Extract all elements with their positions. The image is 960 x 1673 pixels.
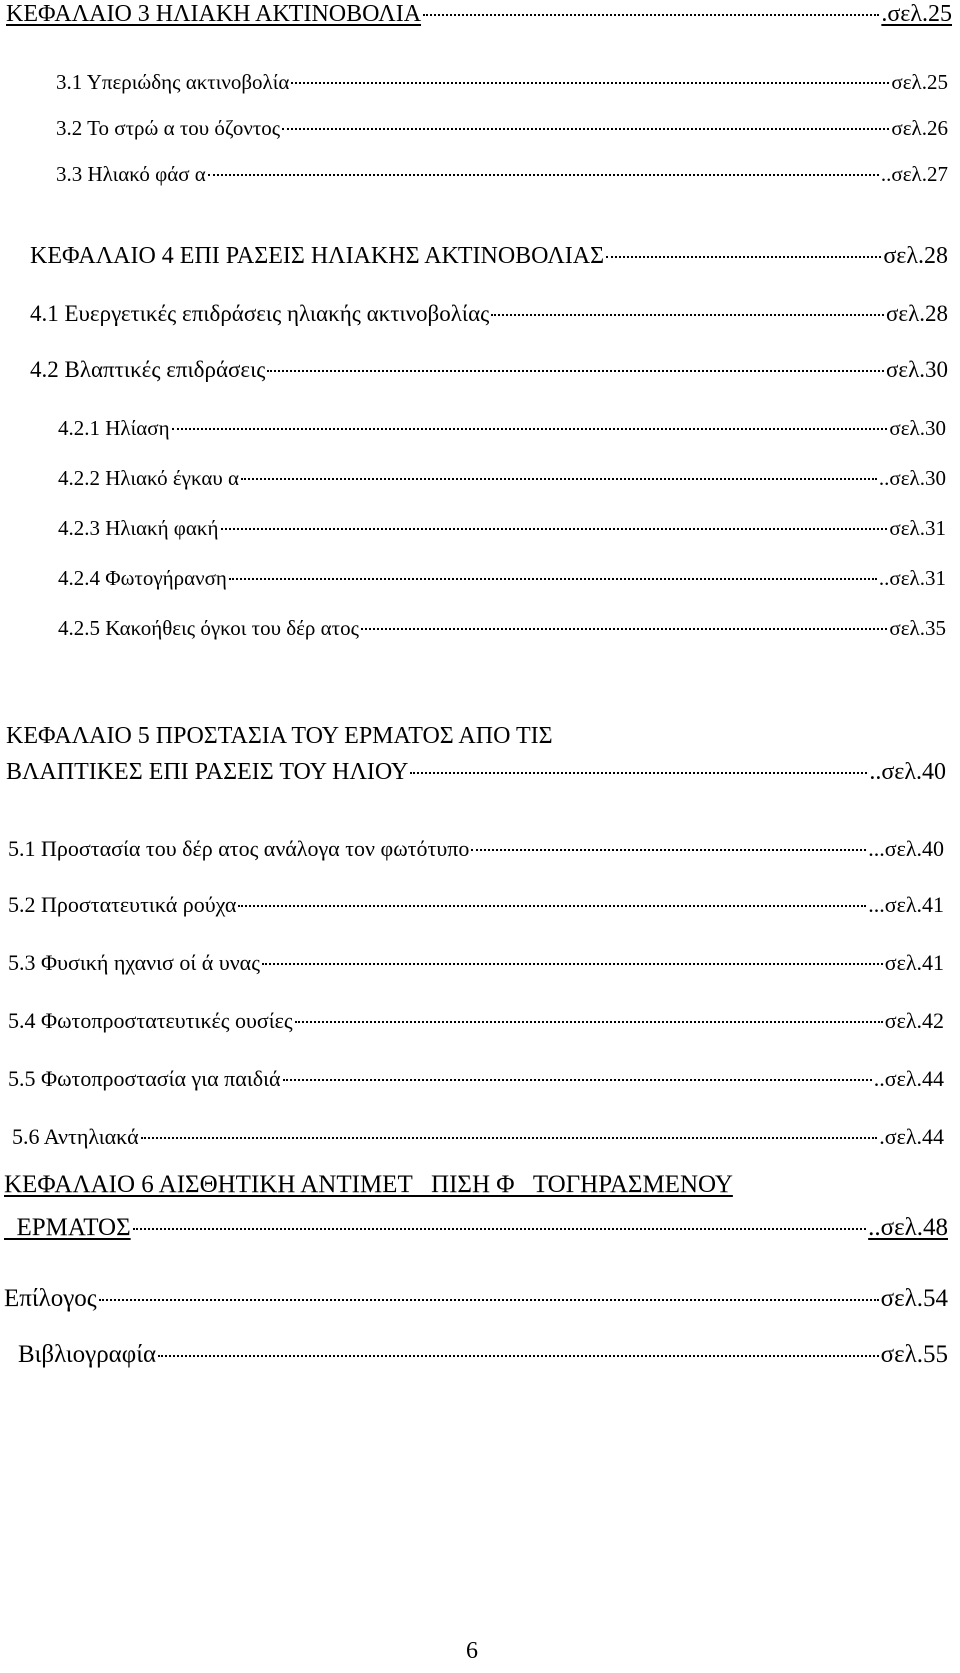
toc-chapter-4 bbox=[30, 244, 948, 268]
toc-leader bbox=[283, 1079, 872, 1081]
toc-chapter-6-line-2 bbox=[4, 1215, 948, 1240]
toc-title: 3.3 Ηλιακό φάσ α bbox=[56, 162, 206, 186]
toc-title: 3.1 Υπεριώδης ακτινοβολία bbox=[56, 70, 290, 94]
toc-title: 4.2.1 Ηλίαση bbox=[58, 416, 170, 440]
toc-section-3-3 bbox=[56, 164, 948, 185]
toc-title: 5.2 Προστατευτικά ρούχα bbox=[8, 892, 237, 917]
toc-title: ΚΕΦΑΛΑΙΟ 6 ΑΙΣΘΗΤΙΚΗ ΑΝΤΙΜΕΤ ΠΙΣΗ Φ ΤΟΓΗΡΑΣΜΕΝΟΥ bbox=[4, 1171, 733, 1198]
toc-leader bbox=[221, 528, 888, 530]
toc-chapter-3 bbox=[6, 2, 952, 26]
toc-section-4-1 bbox=[30, 302, 948, 325]
toc-section-5-4 bbox=[8, 1010, 944, 1032]
toc-title: 5.5 Φωτοπροστασία για παιδιά bbox=[8, 1066, 281, 1091]
toc-leader bbox=[133, 1228, 867, 1230]
toc-title: 4.2.2 Ηλιακό έγκαυ α bbox=[58, 466, 240, 490]
toc-leader bbox=[291, 82, 889, 84]
toc-page: σελ.26 bbox=[891, 116, 948, 140]
toc-leader bbox=[238, 905, 866, 907]
toc-leader bbox=[229, 578, 877, 580]
toc-page: ...σελ.40 bbox=[868, 836, 944, 861]
toc-leader bbox=[361, 628, 888, 630]
toc-page: σελ.28 bbox=[886, 301, 948, 326]
toc-title: ΚΕΦΑΛΑΙΟ 5 ΠΡΟΣΤΑΣΙΑ ΤΟΥ ΕΡΜΑΤΟΣ ΑΠΟ ΤΙΣ bbox=[6, 723, 553, 749]
toc-title: ΕΡΜΑΤΟΣ bbox=[4, 1214, 131, 1241]
toc-leader bbox=[267, 370, 884, 372]
toc-page: .σελ.44 bbox=[879, 1124, 944, 1149]
toc-chapter-6-line-1 bbox=[4, 1172, 950, 1197]
toc-page: σελ.54 bbox=[880, 1285, 948, 1312]
toc-leader bbox=[491, 314, 884, 316]
toc-page: σελ.30 bbox=[889, 416, 946, 440]
toc-leader bbox=[423, 14, 879, 16]
toc-chapter-5-line-2 bbox=[6, 760, 946, 784]
toc-section-4-2-1 bbox=[58, 418, 946, 439]
toc-section-4-2-2 bbox=[58, 468, 946, 489]
toc-title: ΚΕΦΑΛΑΙΟ 4 ΕΠΙ ΡΑΣΕΙΣ ΗΛΙΑΚΗΣ ΑΚΤΙΝΟΒΟΛΙΑΣ bbox=[30, 243, 605, 269]
toc-chapter-5 bbox=[6, 724, 952, 784]
toc-title: ΒΛΑΠΤΙΚΕΣ ΕΠΙ ΡΑΣΕΙΣ ΤΟΥ ΗΛΙΟΥ bbox=[6, 759, 409, 785]
toc-page: ..σελ.40 bbox=[869, 759, 946, 785]
toc-page: σελ.42 bbox=[884, 1008, 944, 1033]
toc-page: σελ.35 bbox=[889, 616, 946, 640]
toc-leader bbox=[208, 174, 879, 176]
toc-leader bbox=[282, 128, 889, 130]
toc-title: Επίλογος bbox=[4, 1285, 97, 1312]
toc-title: 4.2.5 Κακοήθεις όγκοι του δέρ ατος bbox=[58, 616, 359, 640]
toc-leader bbox=[99, 1299, 879, 1301]
toc-page: σελ.55 bbox=[880, 1341, 948, 1368]
toc-section-4-2-4 bbox=[58, 568, 946, 589]
page-number: 6 bbox=[466, 1638, 478, 1664]
toc-section-3-1 bbox=[56, 72, 948, 93]
toc-page: σελ.28 bbox=[883, 243, 948, 269]
toc-page: σελ.25 bbox=[891, 70, 948, 94]
toc-leader bbox=[410, 772, 867, 774]
toc-page: ..σελ.31 bbox=[878, 566, 946, 590]
toc-section-4-2 bbox=[30, 358, 948, 381]
toc-title: ΚΕΦΑΛΑΙΟ 3 ΗΛΙΑΚΗ ΑΚΤΙΝΟΒΟΛΙΑ bbox=[6, 1, 422, 27]
toc-title: 4.1 Ευεργετικές επιδράσεις ηλιακής ακτινοβολίας bbox=[30, 301, 490, 326]
toc-chapter-5-line-1 bbox=[6, 724, 952, 748]
toc-page: ...σελ.41 bbox=[868, 892, 944, 917]
toc-page: σελ.41 bbox=[884, 950, 944, 975]
toc-leader bbox=[141, 1137, 878, 1139]
toc-section-5-5 bbox=[8, 1068, 944, 1090]
toc-section-5-3 bbox=[8, 952, 944, 974]
toc-page: ..σελ.27 bbox=[880, 162, 948, 186]
toc-title: 5.6 Αντηλιακά bbox=[12, 1124, 139, 1149]
toc-section-4-2-5 bbox=[58, 618, 946, 639]
toc-page: σελ.30 bbox=[886, 357, 948, 382]
toc-leader bbox=[606, 256, 881, 258]
toc-page: ..σελ.44 bbox=[873, 1066, 944, 1091]
toc-epilogue bbox=[4, 1286, 948, 1311]
toc-leader bbox=[295, 1021, 883, 1023]
toc-section-3-2 bbox=[56, 118, 948, 139]
toc-leader bbox=[241, 478, 877, 480]
toc-chapter-6 bbox=[4, 1172, 950, 1240]
toc-title: Βιβλιογραφία bbox=[18, 1341, 157, 1368]
toc-page: ..σελ.48 bbox=[868, 1214, 948, 1241]
toc-title: 5.3 Φυσική ηχανισ οί ά υνας bbox=[8, 950, 260, 975]
toc-section-5-6 bbox=[12, 1126, 944, 1148]
toc-leader bbox=[262, 963, 883, 965]
toc-section-5-2 bbox=[8, 894, 944, 916]
toc-leader bbox=[471, 849, 866, 851]
toc-page: σελ.31 bbox=[889, 516, 946, 540]
toc-section-5-1 bbox=[8, 838, 944, 860]
toc-title: 5.1 Προστασία του δέρ ατος ανάλογα τον φωτότυπο bbox=[8, 836, 470, 861]
toc-title: 3.2 Το στρώ α του όζοντος bbox=[56, 116, 281, 140]
toc-leader bbox=[158, 1355, 879, 1357]
toc-bibliography bbox=[18, 1342, 948, 1367]
toc-page: ..σελ.30 bbox=[878, 466, 946, 490]
toc-title: 4.2.3 Ηλιακή φακή bbox=[58, 516, 219, 540]
toc-title: 4.2 Βλαπτικές επιδράσεις bbox=[30, 357, 266, 382]
toc-page: .σελ.25 bbox=[881, 1, 952, 27]
toc-leader bbox=[172, 428, 888, 430]
toc-title: 4.2.4 Φωτογήρανση bbox=[58, 566, 227, 590]
toc-title: 5.4 Φωτοπροστατευτικές ουσίες bbox=[8, 1008, 293, 1033]
toc-section-4-2-3 bbox=[58, 518, 946, 539]
